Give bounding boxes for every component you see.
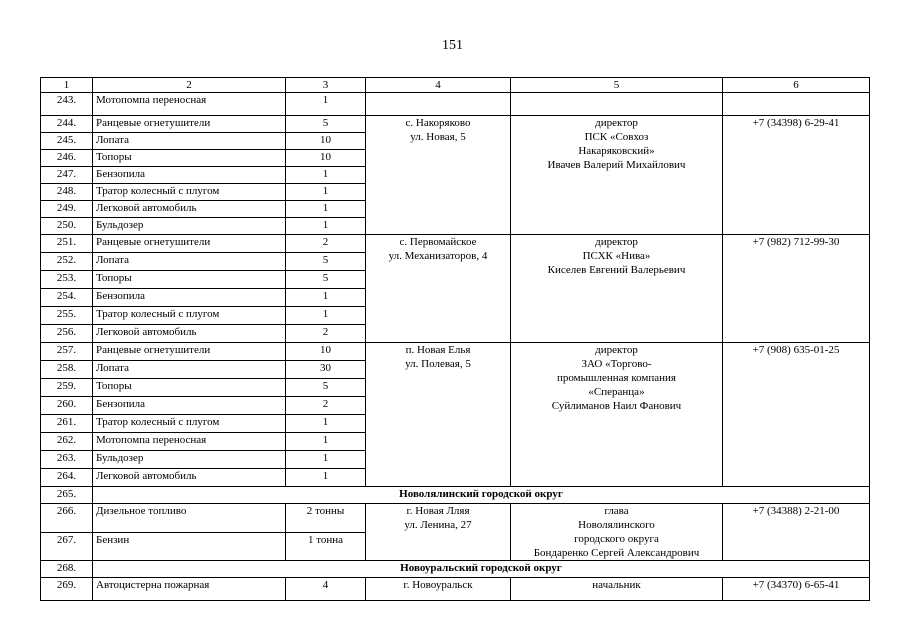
row-number: 264. bbox=[41, 469, 93, 487]
address-cell bbox=[366, 504, 511, 561]
contact-cell: начальник bbox=[511, 578, 723, 601]
address-line: г. Новая Лляя bbox=[406, 505, 470, 517]
address-line: ул. Новая, 5 bbox=[410, 131, 466, 143]
row-number: 252. bbox=[41, 253, 93, 271]
row-number: 260. bbox=[41, 397, 93, 415]
address-line: ул. Механизаторов, 4 bbox=[388, 250, 488, 262]
column-header: 4 bbox=[366, 78, 511, 93]
phone-cell: +7 (34388) 2-21-00 bbox=[723, 504, 870, 561]
contact-line: Суйлиманов Наил Фанович bbox=[551, 400, 682, 412]
table-row bbox=[41, 504, 870, 533]
item-quantity: 1 bbox=[286, 433, 366, 451]
address-line: ул. Ленина, 27 bbox=[404, 519, 472, 531]
phone-cell bbox=[723, 93, 870, 116]
table-row bbox=[41, 343, 870, 361]
item-quantity: 10 bbox=[286, 343, 366, 361]
row-number: 269. bbox=[41, 578, 93, 601]
item-name: Бульдозер bbox=[93, 218, 286, 235]
item-quantity: 30 bbox=[286, 361, 366, 379]
column-header: 5 bbox=[511, 78, 723, 93]
item-quantity: 10 bbox=[286, 133, 366, 150]
column-header: 3 bbox=[286, 78, 366, 93]
address-cell bbox=[366, 116, 511, 235]
item-name: Ранцевые огнетушители bbox=[93, 235, 286, 253]
contact-line: Новолялинского bbox=[578, 519, 655, 531]
contact-line: ПСК «Совхоз bbox=[584, 131, 649, 143]
item-name: Мотопомпа переносная bbox=[93, 433, 286, 451]
address-cell bbox=[366, 93, 511, 116]
header-row bbox=[41, 78, 870, 93]
item-quantity: 4 bbox=[286, 578, 366, 601]
item-name: Легковой автомобиль bbox=[93, 469, 286, 487]
section-row bbox=[41, 561, 870, 578]
item-quantity: 5 bbox=[286, 379, 366, 397]
contact-cell bbox=[511, 116, 723, 235]
item-name: Топоры bbox=[93, 150, 286, 167]
item-name: Бензопила bbox=[93, 289, 286, 307]
item-quantity: 1 bbox=[286, 289, 366, 307]
row-number: 267. bbox=[41, 532, 93, 561]
item-quantity: 1 bbox=[286, 415, 366, 433]
contact-line: городского округа bbox=[574, 533, 659, 545]
item-name: Бензин bbox=[93, 532, 286, 561]
address-line: ул. Полевая, 5 bbox=[405, 358, 471, 370]
contact-line: директор bbox=[595, 236, 638, 248]
row-number: 244. bbox=[41, 116, 93, 133]
inventory-table bbox=[40, 77, 870, 601]
row-number: 261. bbox=[41, 415, 93, 433]
phone-cell: +7 (34398) 6-29-41 bbox=[723, 116, 870, 235]
row-number: 249. bbox=[41, 201, 93, 218]
contact-line: ПСХК «Нива» bbox=[582, 250, 651, 262]
row-number: 251. bbox=[41, 235, 93, 253]
item-name: Бензопила bbox=[93, 397, 286, 415]
section-title: Новоуральский городской округ bbox=[93, 561, 870, 578]
column-header: 1 bbox=[41, 78, 93, 93]
contact-line: Киселев Евгений Валерьевич bbox=[547, 264, 686, 276]
item-quantity: 2 bbox=[286, 397, 366, 415]
item-name: Автоцистерна пожарная bbox=[93, 578, 286, 601]
item-quantity: 1 bbox=[286, 469, 366, 487]
item-name: Легковой автомобиль bbox=[93, 201, 286, 218]
address-cell: г. Новоуральск bbox=[366, 578, 511, 601]
item-quantity: 1 bbox=[286, 218, 366, 235]
item-quantity: 2 тонны bbox=[286, 504, 366, 533]
item-name: Топоры bbox=[93, 379, 286, 397]
contact-line: директор bbox=[595, 117, 638, 129]
item-quantity: 1 тонна bbox=[286, 532, 366, 561]
table-row bbox=[41, 578, 870, 601]
row-number: 263. bbox=[41, 451, 93, 469]
contact-line: «Сперанца» bbox=[588, 386, 645, 398]
address-line: с. Накоряково bbox=[405, 117, 471, 129]
item-name: Ранцевые огнетушители bbox=[93, 116, 286, 133]
row-number: 250. bbox=[41, 218, 93, 235]
row-number: 245. bbox=[41, 133, 93, 150]
row-number: 254. bbox=[41, 289, 93, 307]
contact-line: Ивачев Валерий Михайлович bbox=[547, 159, 686, 171]
contact-line: промышленная компания bbox=[557, 372, 676, 384]
row-number: 253. bbox=[41, 271, 93, 289]
item-quantity: 10 bbox=[286, 150, 366, 167]
phone-cell: +7 (908) 635-01-25 bbox=[723, 343, 870, 487]
item-name: Тратор колесный с плугом bbox=[93, 184, 286, 201]
item-name: Дизельное топливо bbox=[93, 504, 286, 533]
column-header: 6 bbox=[723, 78, 870, 93]
item-name: Тратор колесный с плугом bbox=[93, 415, 286, 433]
row-number: 262. bbox=[41, 433, 93, 451]
address-cell bbox=[366, 343, 511, 487]
page-number: 151 bbox=[442, 38, 463, 53]
item-name: Лопата bbox=[93, 361, 286, 379]
item-quantity: 1 bbox=[286, 307, 366, 325]
row-number: 255. bbox=[41, 307, 93, 325]
contact-cell bbox=[511, 93, 723, 116]
item-name: Легковой автомобиль bbox=[93, 325, 286, 343]
contact-line: ЗАО «Торгово- bbox=[581, 358, 652, 370]
row-number: 247. bbox=[41, 167, 93, 184]
contact-cell bbox=[511, 343, 723, 487]
table-row bbox=[41, 235, 870, 253]
item-name: Лопата bbox=[93, 133, 286, 150]
address-line: с. Первомайское bbox=[399, 236, 477, 248]
item-quantity: 1 bbox=[286, 201, 366, 218]
item-name: Ранцевые огнетушители bbox=[93, 343, 286, 361]
item-name: Топоры bbox=[93, 271, 286, 289]
section-row bbox=[41, 487, 870, 504]
item-quantity: 5 bbox=[286, 253, 366, 271]
address-line: п. Новая Елья bbox=[405, 344, 471, 356]
row-number: 266. bbox=[41, 504, 93, 533]
address-cell bbox=[366, 235, 511, 343]
item-quantity: 1 bbox=[286, 184, 366, 201]
row-number: 259. bbox=[41, 379, 93, 397]
phone-cell: +7 (34370) 6-65-41 bbox=[723, 578, 870, 601]
row-number: 248. bbox=[41, 184, 93, 201]
row-number: 265. bbox=[41, 487, 93, 504]
contact-line: директор bbox=[595, 344, 638, 356]
phone-cell: +7 (982) 712-99-30 bbox=[723, 235, 870, 343]
contact-line: глава bbox=[604, 505, 629, 517]
row-number: 246. bbox=[41, 150, 93, 167]
row-number: 257. bbox=[41, 343, 93, 361]
item-quantity: 5 bbox=[286, 116, 366, 133]
table-row bbox=[41, 93, 870, 116]
column-header: 2 bbox=[93, 78, 286, 93]
item-name: Бульдозер bbox=[93, 451, 286, 469]
row-number: 256. bbox=[41, 325, 93, 343]
item-name: Тратор колесный с плугом bbox=[93, 307, 286, 325]
table-row bbox=[41, 116, 870, 133]
item-quantity: 1 bbox=[286, 451, 366, 469]
item-name: Бензопила bbox=[93, 167, 286, 184]
contact-cell bbox=[511, 504, 723, 561]
row-number: 268. bbox=[41, 561, 93, 578]
item-quantity: 5 bbox=[286, 271, 366, 289]
item-quantity: 2 bbox=[286, 235, 366, 253]
item-quantity: 1 bbox=[286, 93, 366, 116]
contact-line: Бондаренко Сергей Александрович bbox=[533, 547, 700, 559]
row-number: 258. bbox=[41, 361, 93, 379]
item-quantity: 1 bbox=[286, 167, 366, 184]
item-name: Лопата bbox=[93, 253, 286, 271]
section-title: Новолялинский городской округ bbox=[93, 487, 870, 504]
contact-cell bbox=[511, 235, 723, 343]
item-quantity: 2 bbox=[286, 325, 366, 343]
item-name: Мотопомпа переносная bbox=[93, 93, 286, 116]
contact-line: Накаряковский» bbox=[578, 145, 655, 157]
row-number: 243. bbox=[41, 93, 93, 116]
